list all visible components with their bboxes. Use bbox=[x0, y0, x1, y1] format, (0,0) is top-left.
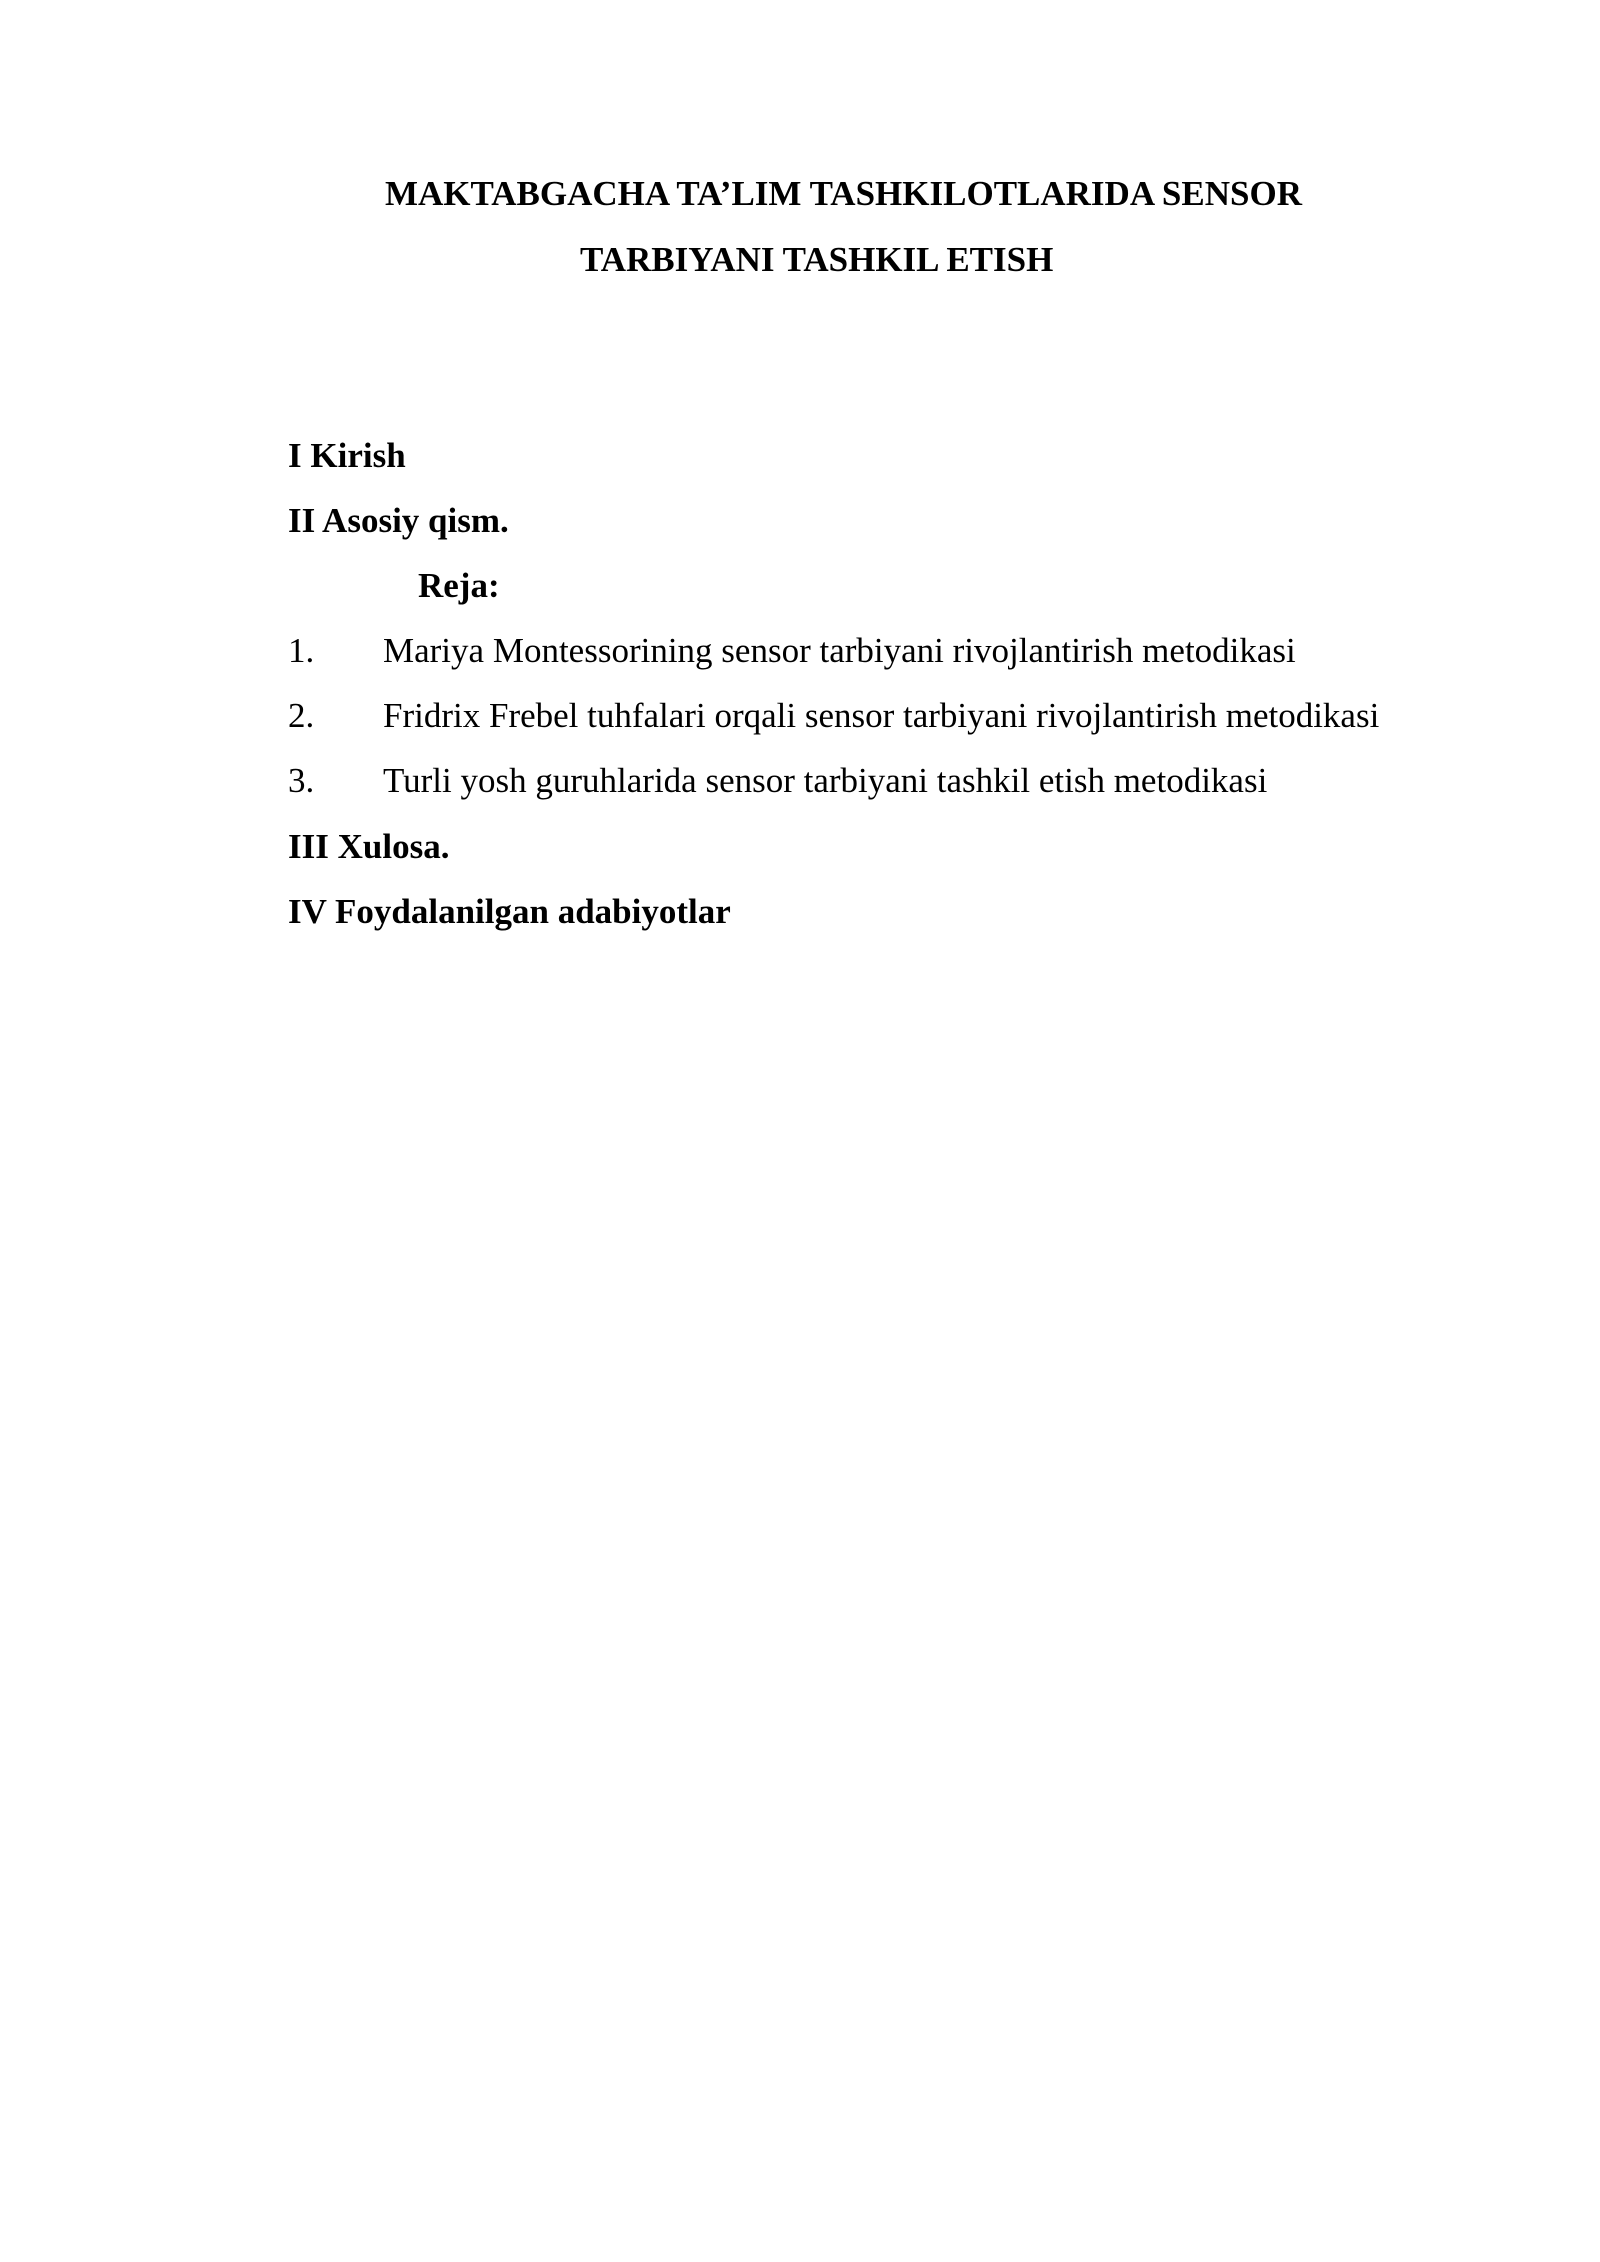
plan-item-text: Fridrix Frebel tuhfalari orqali sensor tarbiyani rivojlantirish metodikasi bbox=[383, 696, 1380, 735]
section-heading-adabiyotlar: IV Foydalanilgan adabiyotlar bbox=[288, 892, 731, 931]
plan-heading: Reja: bbox=[418, 566, 500, 605]
plan-item-text: Mariya Montessorining sensor tarbiyani rivojlantirish metodikasi bbox=[383, 631, 1296, 670]
section-heading-asosiy: II Asosiy qism. bbox=[288, 501, 509, 540]
plan-item-number: 2. bbox=[288, 696, 315, 735]
plan-item-number: 3. bbox=[288, 761, 315, 800]
document-title-line-2: TARBIYANI TASHKIL ETISH bbox=[580, 240, 1054, 279]
plan-item-text: Turli yosh guruhlarida sensor tarbiyani tashkil etish metodikasi bbox=[383, 761, 1268, 800]
section-heading-kirish: I Kirish bbox=[288, 436, 406, 475]
section-heading-xulosa: III Xulosa. bbox=[288, 827, 450, 866]
document-title-line-1: MAKTABGACHA TA’LIM TASHKILOTLARIDA SENSOR bbox=[385, 174, 1302, 213]
plan-item-number: 1. bbox=[288, 631, 315, 670]
